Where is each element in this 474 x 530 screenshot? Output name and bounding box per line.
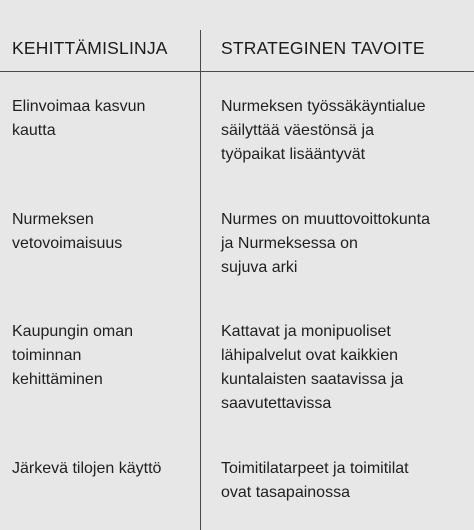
header-rule [0,71,474,72]
header-kehittamislinja: KEHITTÄMISLINJA [12,38,168,58]
row-2-tavoite: Nurmes on muuttovoittokunta ja Nurmeksessa on sujuva arki [221,211,430,276]
row-4-kehittamislinja: Järkevä tilojen käyttö [12,460,162,477]
column-divider [200,30,201,530]
row-3-kehittamislinja: Kaupungin oman toiminnan kehittäminen [12,323,133,388]
row-1-tavoite: Nurmeksen työssäkäyntialue säilyttää väestönsä ja työpaikat lisääntyvät [221,98,426,163]
header-strateginen-tavoite: STRATEGINEN TAVOITE [221,38,425,58]
row-2-kehittamislinja: Nurmeksen vetovoimaisuus [12,211,123,252]
row-1-kehittamislinja: Elinvoimaa kasvun kautta [12,98,146,139]
row-3-tavoite: Kattavat ja monipuoliset lähipalvelut ovat kaikkien kuntalaisten saatavissa ja saavutettavissa [221,323,404,412]
row-4-tavoite: Toimitilatarpeet ja toimitilat ovat tasapainossa [221,460,409,501]
